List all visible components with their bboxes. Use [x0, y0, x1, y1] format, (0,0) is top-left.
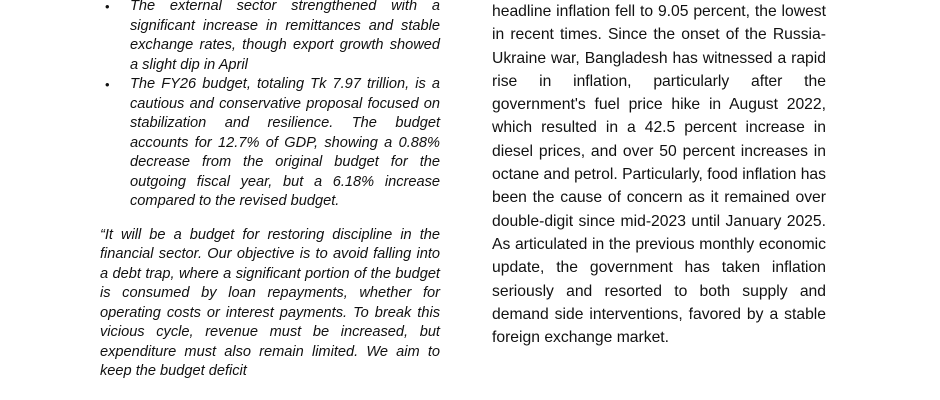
bullet-text: The FY26 budget, totaling Tk 7.97 trillion, is a cautious and conservative proposal focused on stabilization and resilience. The budget accounts for 12.7% of GDP, showing a 0.88% decrease from the original budget for the outgoing fiscal year, but a 6.18% increase compared to the revised budget.: [130, 76, 440, 209]
bullet-text: The external sector strengthened with a significant increase in remittances and stable exchange rates, though export growth showed a slight dip in April: [130, 0, 440, 73]
right-column: [492, 0, 826, 349]
budget-quote: “It will be a budget for restoring discipline in the financial sector. Our objective is to avoid falling into a debt trap, where a significant portion of the budget is consumed by loan repayments, whether for operating costs or interest payments. To break this vicious cycle, revenue must be increased, but expenditure must also remain limited. We aim to keep the budget deficit: [100, 226, 440, 379]
left-column: [100, 0, 440, 382]
bullet-icon: •: [105, 0, 110, 14]
bullet-icon: •: [105, 77, 110, 92]
inflation-paragraph: headline inflation fell to 9.05 percent, the lowest in recent times. Since the onset of the Russia-Ukraine war, Bangladesh has witnessed a rapid rise in inflation, particularly after the government's fuel price hike in August 2022, which resulted in a 42.5 percent increase in diesel prices, and over 50 percent increases in octane and petrol. Particularly, food inflation has been the cause of concern as it remained over double-digit since mid-2023 until January 2025. As articulated in the previous monthly economic update, the government has taken inflation seriously and resorted to both supply and demand side interventions, favored by a stable foreign exchange market.: [492, 3, 826, 347]
highlights-list: [100, 0, 440, 212]
list-item: [100, 0, 440, 75]
list-item: [100, 75, 440, 212]
